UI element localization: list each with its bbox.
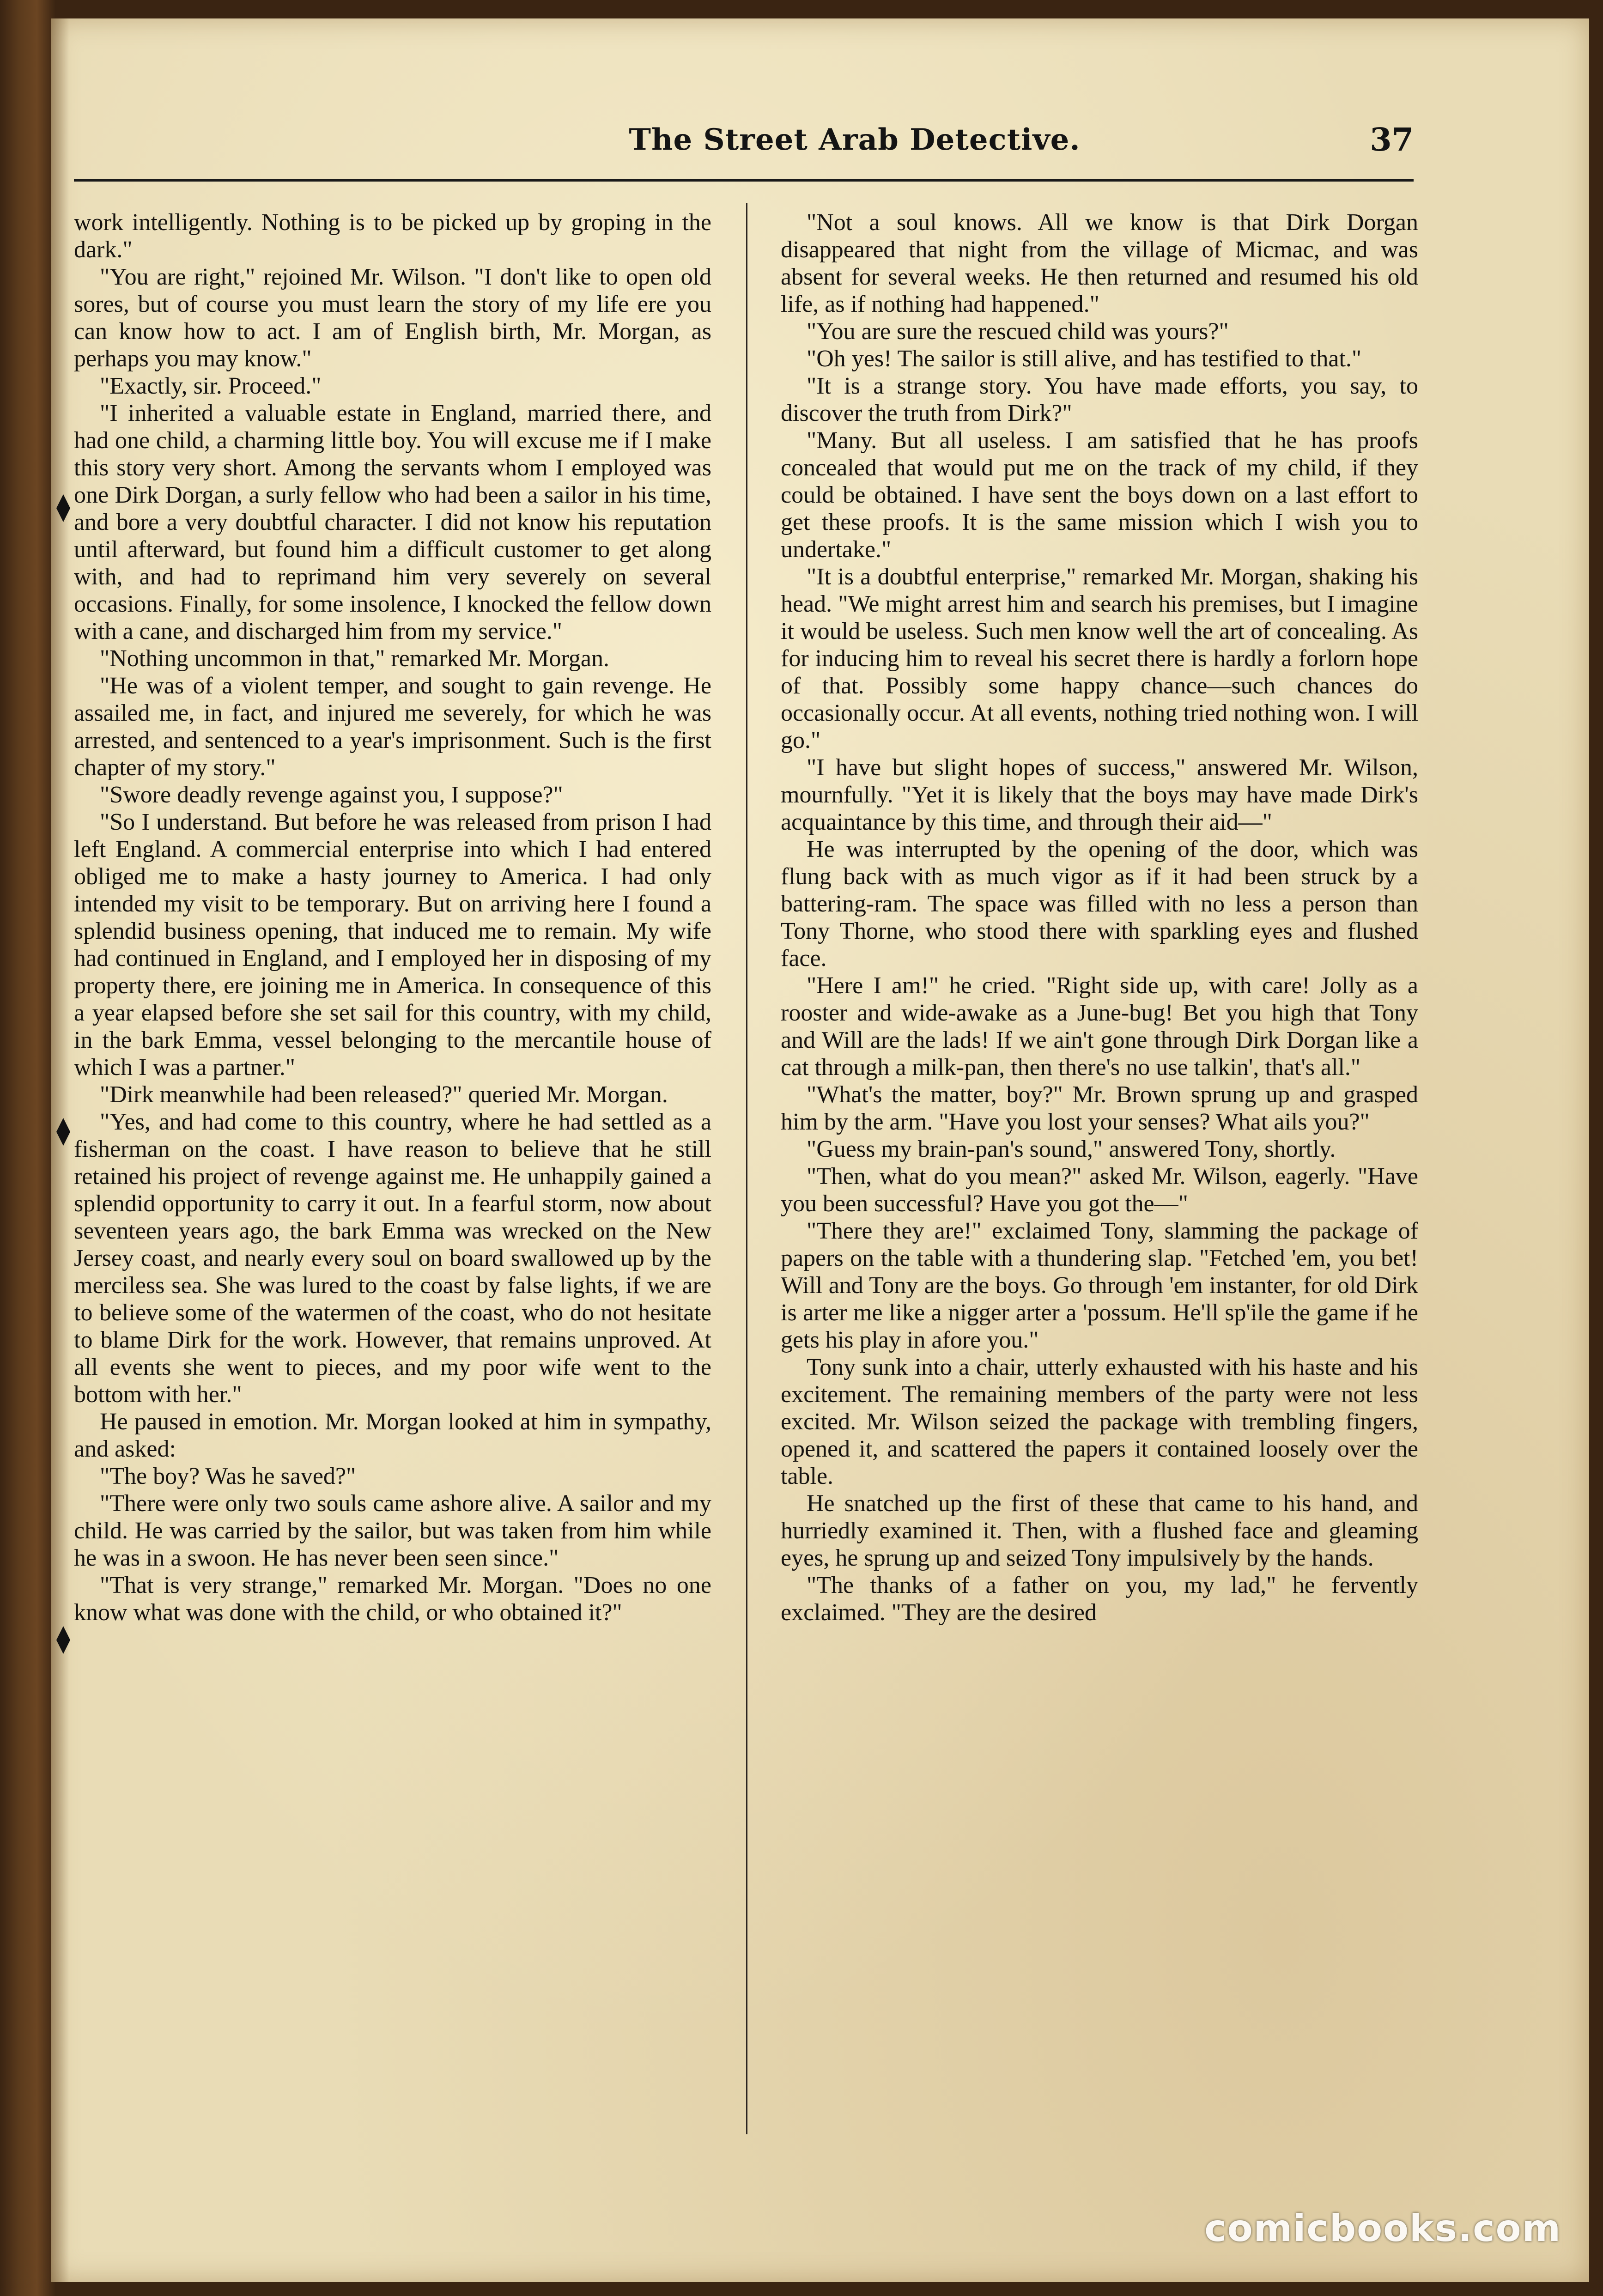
paragraph: "Yes, and had come to this country, where he had settled as a fisherman on the coast. I have reason to believe that he still retained his project of revenge against me. He unhappily gained a splendid opportunity to carry it out. In a fearful storm, now about seventeen years ago, the bark Emma was wrecked on the New Jersey coast, and nearly every soul on board swallowed up by the merciless sea. She was lured to the coast by false lights, if we are to believe some of the watermen of the coast, who do not hesitate to blame Dirk for the work. However, that remains unproved. At all events she went to pieces, and my poor wife went to the bottom with her." (74, 1109, 711, 1408)
header-rule (74, 179, 1414, 182)
left-text-column (74, 209, 711, 2131)
paragraph: "Not a soul knows. All we know is that Dirk Dorgan disappeared that night from the village of Micmac, and was absent for several weeks. He then returned and resumed his old life, as if nothing had happened." (781, 209, 1418, 317)
paragraph: Tony sunk into a chair, utterly exhausted with his haste and his excitement. The remaining members of the party were not less excited. Mr. Wilson seized the package with trembling fingers, opened it, and scattered the papers it contained loosely over the table. (781, 1354, 1418, 1489)
paragraph: "You are right," rejoined Mr. Wilson. "I don't like to open old sores, but of course you must learn the story of my life ere you can know how to act. I am of English birth, Mr. Morgan, as perhaps you may know." (74, 264, 711, 372)
paragraph: "There were only two souls came ashore alive. A sailor and my child. He was carried by the sailor, but was taken from him while he was in a swoon. He has never been seen since." (74, 1490, 711, 1571)
paragraph: "Then, what do you mean?" asked Mr. Wilson, eagerly. "Have you been successful? Have you got the—" (781, 1163, 1418, 1217)
binding-shadow (51, 18, 69, 2282)
column-divider (746, 203, 747, 2134)
paragraph: "That is very strange," remarked Mr. Morgan. "Does no one know what was done with the child, or who obtained it?" (74, 1572, 711, 1626)
paragraph: "It is a doubtful enterprise," remarked Mr. Morgan, shaking his head. "We might arrest him and search his premises, but I imagine it would be useless. Such men know well the art of concealing. As for inducing him to reveal his secret there is hardly a forlorn hope of that. Possibly some happy chance—such chances do occasionally occur. At all events, nothing tried nothing won. I will go." (781, 564, 1418, 753)
running-title: The Street Arab Detective. (629, 122, 1081, 157)
paragraph: "What's the matter, boy?" Mr. Brown sprung up and grasped him by the arm. "Have you lost your senses? What ails you?" (781, 1081, 1418, 1135)
paragraph: "Here I am!" he cried. "Right side up, with care! Jolly as a rooster and wide-awake as a June-bug! Bet you high that Tony and Will are the lads! If we ain't gone through Dirk Dorgan like a cat through a milk-pan, then there's no use talkin', that's all." (781, 972, 1418, 1081)
paragraph: work intelligently. Nothing is to be picked up by groping in the dark." (74, 209, 711, 263)
paragraph: "I have but slight hopes of success," answered Mr. Wilson, mournfully. "Yet it is likely that the boys may have made Dirk's acquaintance by this time, and through their aid—" (781, 754, 1418, 835)
paragraph: "Nothing uncommon in that," remarked Mr. Morgan. (100, 645, 609, 672)
running-header (74, 122, 1414, 164)
right-text-column (781, 209, 1418, 2131)
paragraph: "Oh yes! The sailor is still alive, and has testified to that." (807, 346, 1362, 372)
paragraph: "I inherited a valuable estate in England, married there, and had one child, a charming little boy. You will excuse me if I make this story very short. Among the servants whom I employed was one Dirk Dorgan, a surly fellow who had been a sailor in his time, and bore a very doubtful character. I did not know his reputation until afterward, but found him a difficult customer to get along with, and had to reprimand him very severely on several occasions. Finally, for some insolence, I knocked the fellow down with a cane, and discharged him from my service." (74, 400, 711, 644)
paragraph: "He was of a violent temper, and sought to gain revenge. He assailed me, in fact, and injured me severely, for which he was arrested, and sentenced to a year's imprisonment. Such is the first chapter of my story." (74, 673, 711, 781)
paragraph: He paused in emotion. Mr. Morgan looked at him in sympathy, and asked: (74, 1409, 711, 1462)
paragraph: "The thanks of a father on you, my lad," he fervently exclaimed. "They are the desired (781, 1572, 1418, 1626)
paragraph: "Exactly, sir. Proceed." (100, 373, 322, 399)
paragraph: He snatched up the first of these that came to his hand, and hurriedly examined it. Then, with a flushed face and gleaming eyes, he sprung up and seized Tony impulsively by the hands. (781, 1490, 1418, 1571)
paragraph: "You are sure the rescued child was yours?" (807, 318, 1229, 345)
paragraph: "So I understand. But before he was released from prison I had left England. A commercial enterprise into which I had entered obliged me to make a hasty journey to America. I had only intended my visit to be temporary. But on arriving here I found a splendid business opening, that induced me to remain. My wife had continued in England, and I employed her in disposing of my property there, ere joining me in America. In consequence of this a year elapsed before she set sail for this country, with my child, in the bark Emma, vessel belonging to the mercantile house of which I was a partner." (74, 809, 711, 1081)
paragraph: "It is a strange story. You have made efforts, you say, to discover the truth from Dirk?" (781, 373, 1418, 426)
site-watermark: comicbooks.com (1204, 2207, 1561, 2250)
paragraph: "Guess my brain-pan's sound," answered Tony, shortly. (807, 1136, 1336, 1162)
paragraph: "Many. But all useless. I am satisfied that he has proofs concealed that would put me on the track of my child, if they could be obtained. I have sent the boys down on a last effort to get these proofs. It is the same mission which I wish you to undertake." (781, 427, 1418, 563)
paragraph: "There they are!" exclaimed Tony, slamming the package of papers on the table with a thundering slap. "Fetched 'em, you bet! Will and Tony are the boys. Go through 'em instanter, for old Dirk is arter me like a nigger arter a 'possum. He'll sp'ile the game if he gets his play in afore you." (781, 1218, 1418, 1353)
paragraph: He was interrupted by the opening of the door, which was flung back with as much vigor as if it had been struck by a battering-ram. The space was filled with no less a person than Tony Thorne, who stood there with sparkling eyes and flushed face. (781, 836, 1418, 972)
paragraph: "The boy? Was he saved?" (100, 1463, 356, 1489)
paragraph: "Dirk meanwhile had been released?" queried Mr. Morgan. (100, 1081, 668, 1108)
paragraph: "Swore deadly revenge against you, I suppose?" (100, 782, 563, 808)
page-number: 37 (1370, 121, 1414, 158)
